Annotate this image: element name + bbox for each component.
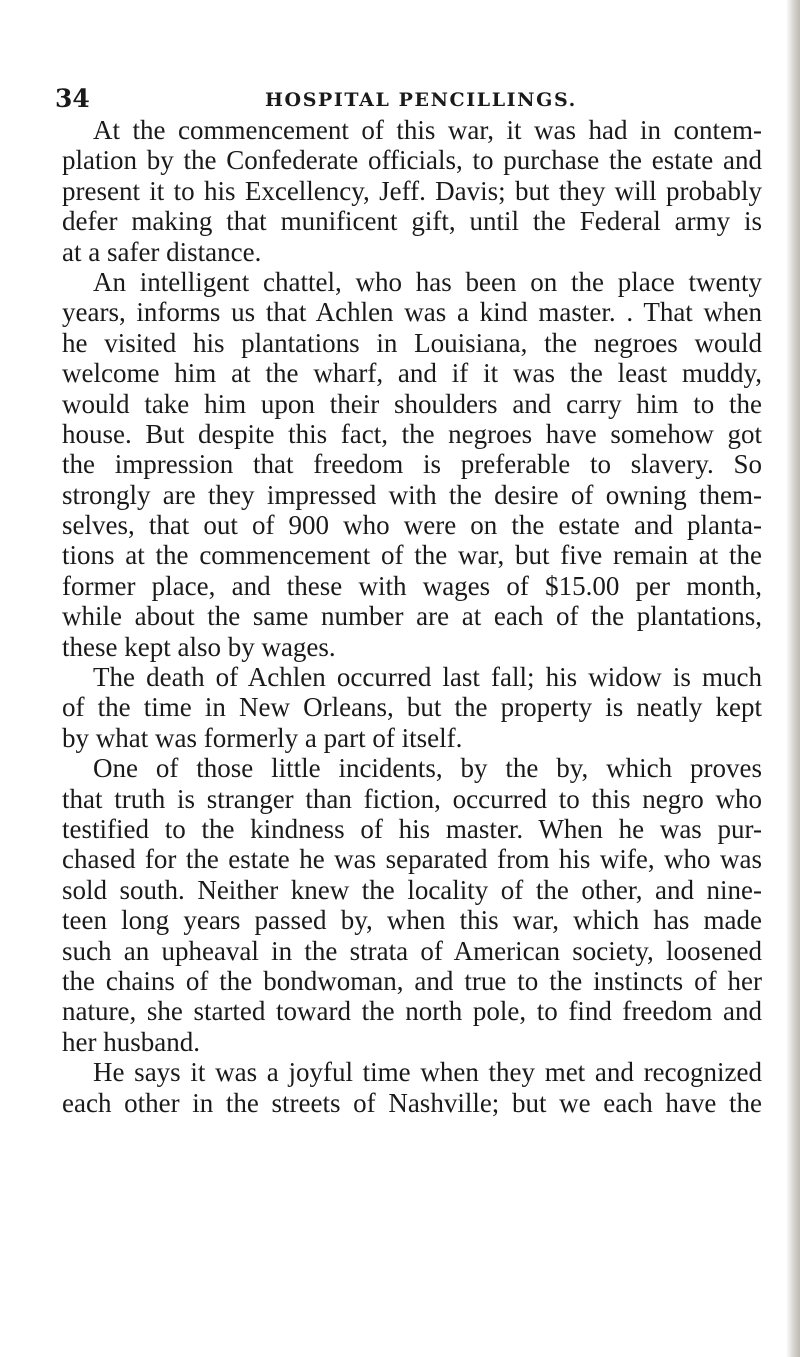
text-line: by what was formerly a part of itself. [62,722,463,753]
text-line: chased for the estate he was separated from his wife, who was [62,844,762,875]
text-line: One of those little incidents, by the by, which proves [93,753,762,784]
text-line: while about the same number are at each of the plantations, [62,601,762,632]
text-line: at a safer distance. [62,236,262,267]
text-line: selves, that out of 900 who were on the estate and planta- [62,510,762,541]
text-line: An intelligent chattel, who has been on the place twenty [93,266,762,297]
text-line: each other in the streets of Nashville; but we each have the [62,1087,762,1118]
page-number: 34 [55,84,90,113]
text-line: the chains of the bondwoman, and true to the instincts of her [62,965,762,996]
text-line: The death of Achlen occurred last fall; his widow is much [93,662,762,693]
text-line: He says it was a joyful time when they met and recognized [93,1057,762,1088]
text-line: the impression that freedom is preferable to slavery. So [62,449,762,480]
running-head: HOSPITAL PENCILLINGS. [265,89,577,111]
text-line: testified to the kindness of his master. When he was pur- [62,813,762,844]
text-line: years, informs us that Achlen was a kind master. . That when [62,297,762,328]
text-line: would take him upon their shoulders and carry him to the [62,388,762,419]
text-line: he visited his plantations in Louisiana, the negroes would [62,327,762,358]
text-line: former place, and these with wages of $15.00 per month, [62,570,762,601]
text-line: defer making that munificent gift, until the Federal army is [62,206,762,237]
text-line: At the commencement of this war, it was had in contem- [93,115,762,145]
text-line: welcome him at the wharf, and if it was the least muddy, [62,358,762,389]
page-header [55,84,755,114]
text-line: present it to his Excellency, Jeff. Davis; but they will probably [62,175,762,206]
text-line: house. But despite this fact, the negroes have somehow got [62,418,762,449]
text-line: tions at the commencement of the war, but five remain at the [62,540,762,571]
text-line: strongly are they impressed with the desire of owning them- [62,479,762,510]
text-line: these kept also by wages. [62,631,336,662]
text-line: such an upheaval in the strata of American society, loosened [62,935,762,966]
text-line: teen long years passed by, when this war, which has made [62,905,762,936]
text-line: that truth is stranger than fiction, occurred to this negro who [62,783,762,814]
text-line: of the time in New Orleans, but the property is neatly kept [62,692,762,723]
body-text [62,115,762,1118]
text-line: her husband. [62,1026,200,1057]
page-edge-shadow [786,0,800,1357]
text-line: nature, she started toward the north pole, to find freedom and [62,996,762,1027]
text-line: sold south. Neither knew the locality of the other, and nine- [62,874,762,905]
text-line: plation by the Confederate officials, to purchase the estate and [62,145,762,176]
